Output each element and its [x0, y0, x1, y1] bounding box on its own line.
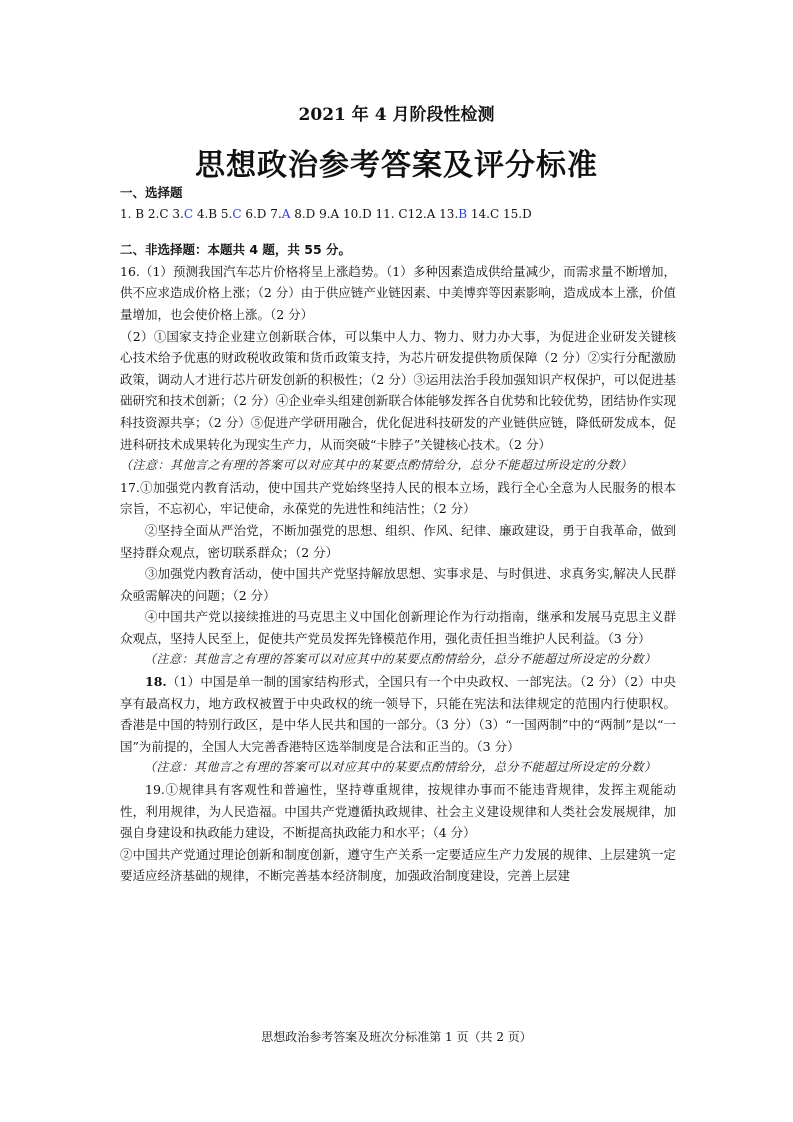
answer-highlight: A [281, 206, 291, 221]
choice-answers-line [120, 204, 676, 226]
q18-note: （注意：其他言之有理的答案可以对应其中的某要点酌情给分，总分不能超过所设定的分数） [144, 760, 657, 775]
q17-item2: ②坚持全面从严治党，不断加强党的思想、组织、作风、纪律、廉政建设，勇于自我革命，做到坚持群众观点，密切联系群众；（2 分） [120, 522, 676, 560]
q16-note: （注意：其他言之有理的答案可以对应其中的某要点酌情给分，总分不能超过所设定的分数） [120, 458, 633, 473]
answer-segment: 4.B [193, 206, 221, 221]
q17-item3: ③加强党内教育活动，使中国共产党坚持解放思想、实事求是、与时俱进、求真务实,解决人民群众亟需解决的问题；（2 分） [120, 566, 676, 603]
spacer [120, 225, 676, 239]
answer-segment: 14.C 15.D [467, 206, 532, 221]
section-heading-choice: 一、选择题 [120, 185, 183, 200]
answer-segment: 6.D [241, 206, 271, 221]
q18-number: 18. [145, 674, 167, 690]
answer-highlight: C [232, 206, 242, 221]
answer-segment: 5. [220, 206, 233, 221]
page-footer: 思想政治参考答案及班次分标准第 1 页（共 2 页） [261, 1030, 532, 1044]
q18-text: （1）中国是单一制的国家结构形式，全国只有一个中央政权、一部宪法。（2 分）（2）中央享有最高权力，地方政权被置于中央政权的统一领导下，只能在宪法和法律规定的范围内行使职权。香港是中国的特别行政区，是中华人民共和国的一部分。（3 分）（3）“一国两制”中的“两制”是以“一国”为前提的，全国人大完善香港特区选举制度是合法和正当的。（3 分） [120, 674, 676, 754]
q17-item1: 17.①加强党内教育活动，使中国共产党始终坚持人民的根本立场，践行全心全意为人民服务的根本宗旨，不忘初心，牢记使命，永葆党的先进性和纯洁性；（2 分） [120, 479, 676, 517]
answer-segment: 2.C [147, 206, 173, 221]
q17-item4: ④中国共产党以接续推进的马克思主义中国化创新理论作为行动指南，继承和发展马克思主义群众观点，坚持人民至上，促使共产党员发挥先锋模范作用，强化责任担当维护人民利益。（3 分） [120, 609, 676, 646]
q19-item1: 19.①规律具有客观性和普遍性，坚持尊重规律，按规律办事而不能违背规律，发挥主观能动性，利用规律，为人民造福。中国共产党遵循执政规律、社会主义建设规律和人类社会发展规律，加强自身建设和执政能力建设，不断提高执政能力和水平；（4 分） [120, 782, 676, 841]
answer-segment: 3. [172, 206, 184, 221]
answer-segment: 8.D 9.A 10.D 11. C12.A 13. [290, 206, 459, 221]
q19-item2: ②中国共产党通过理论创新和制度创新，遵守生产关系一定要适应生产力发展的规律、上层建筑一定要适应经济基础的规律，不断完善基本经济制度，加强政治制度建设，完善上层建 [120, 846, 676, 884]
answer-segment: 1. B [120, 206, 148, 221]
answer-highlight: C [183, 206, 193, 221]
q17-note: （注意：其他言之有理的答案可以对应其中的某要点酌情给分，总分不能超过所设定的分数） [144, 652, 657, 667]
page-title: 思想政治参考答案及评分标准 [195, 148, 598, 183]
q16-part1: 16.（1）预测我国汽车芯片价格将呈上涨趋势。（1）多种因素造成供给量减少，而需求量不断增加，供不应求造成价格上涨；（2 分）由于供应链产业链因素、中美博弈等因素影响，造成成本上涨，价值量增加，也会使价格上涨。（2 分） [120, 263, 676, 322]
q18-answer [120, 671, 676, 757]
answer-highlight: B [458, 206, 468, 221]
answer-content [120, 182, 676, 887]
section-heading-nonchoice: 二、非选择题：本题共 4 题，共 55 分。 [120, 242, 352, 258]
exam-subtitle: 2021 年 4 月阶段性检测 [298, 105, 495, 125]
answer-segment: 7. [270, 206, 282, 221]
q16-part2: （2）①国家支持企业建立创新联合体，可以集中人力、物力、财力办大事，为促进企业研发关键核心技术给予优惠的财政税收政策和货币政策支持，为芯片研发提供物质保障（2 分）②实行分配激励政策，调动人才进行芯片研发创新的积极性；（2 分）③运用法治手段加强知识产权保护，可以促进基础研究和技术创新；（2 分）④企业牵头组建创新联合体能够发挥各自优势和比较优势，团结协作实现科技资源共享；（2 分）⑤促进产学研用融合，优化促进科技研发的产业链供应链，降低研发成本，促进科研技术成果转化为现实生产力，从而突破“卡脖子”关键核心技术。（2 分） [120, 328, 676, 452]
